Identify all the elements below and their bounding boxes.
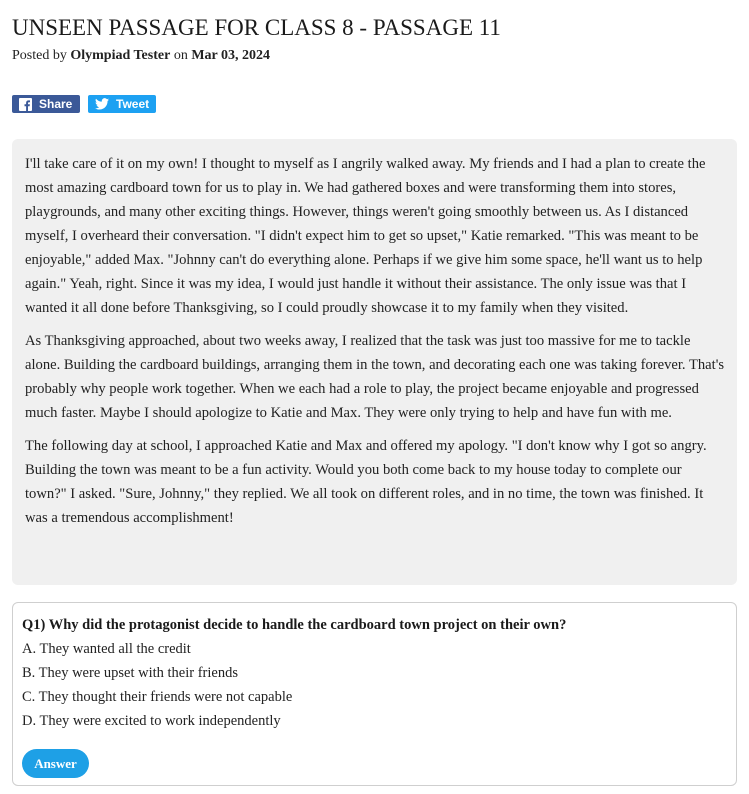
twitter-tweet-button[interactable]: [88, 95, 156, 113]
date-prefix: on: [170, 48, 192, 63]
passage-paragraph: I'll take care of it on my own! I thought to myself as I angrily walked away. My friends and I had a plan to create the most amazing cardboard town for us to play in. We had gathered boxes and were transforming them into stores, playgrounds, and many other exciting things. However, things weren't going smoothly between us. As I distanced myself, I overheard their conversation. "I didn't expect him to get so upset," Katie remarked. "This was meant to be enjoyable," added Max. "Johnny can't do everything alone. Perhaps if we give him some space, he'll want us to help again." Yeah, right. Since it was my idea, I would just handle it without their assistance. The only issue was that I wanted it all done before Thanksgiving, so I could proudly showcase it to my family when they visited.: [25, 156, 706, 316]
option-a[interactable]: A. They wanted all the credit: [22, 641, 191, 657]
answer-button[interactable]: Answer: [22, 749, 89, 778]
twitter-tweet-label: Tweet: [116, 97, 150, 111]
passage-paragraph: As Thanksgiving approached, about two weeks away, I realized that the task was just too massive for me to tackle alone. Building the cardboard buildings, arranging them in the town, and decorating each one was taking forever. That's probably why people work together. When we each had a role to play, the project became enjoyable and progressed much faster. Maybe I should apologize to Katie and Max. They were only trying to help and have fun with me.: [25, 333, 725, 421]
question-text: Q1) Why did the protagonist decide to handle the cardboard town project on their own?: [22, 617, 567, 633]
question-card: [12, 602, 737, 786]
post-date: Mar 03, 2024: [191, 48, 270, 63]
passage-paragraph: The following day at school, I approached Katie and Max and offered my apology. "I don't know why I got so angry. Building the town was meant to be a fun activity. Would you both come back to my house today to complete our town?" I asked. "Sure, Johnny," they replied. We all took on different roles, and in no time, the town was finished. It was a tremendous accomplishment!: [25, 438, 707, 526]
posted-by-label: Posted by: [12, 48, 71, 63]
option-c[interactable]: C. They thought their friends were not capable: [22, 689, 293, 705]
option-b[interactable]: B. They were upset with their friends: [22, 665, 238, 681]
facebook-icon: [19, 97, 32, 111]
post-meta: [12, 47, 270, 65]
twitter-icon: [95, 97, 109, 111]
option-d[interactable]: D. They were excited to work independently: [22, 713, 281, 729]
facebook-share-label: Share: [39, 97, 73, 111]
share-buttons: [12, 95, 156, 113]
page-title: UNSEEN PASSAGE FOR CLASS 8 - PASSAGE 11: [12, 15, 501, 40]
author-name: Olympiad Tester: [70, 48, 171, 63]
passage-box: [12, 139, 737, 585]
facebook-share-button[interactable]: [12, 95, 80, 113]
